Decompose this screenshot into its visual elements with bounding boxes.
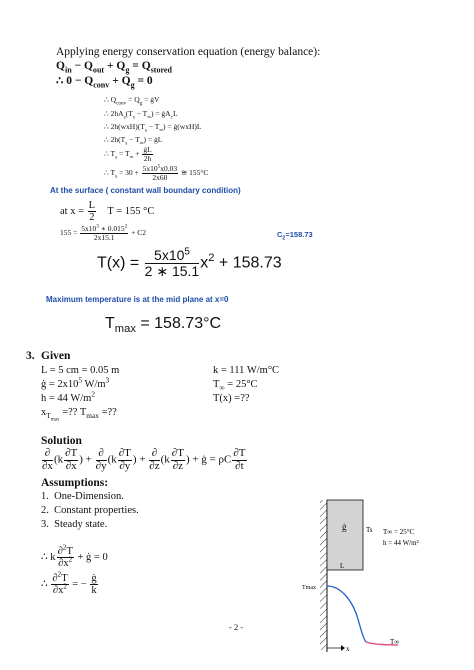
temperature-profile-curve [327, 586, 366, 642]
derivation-line-6: ∴ $T_s = 30$ + $\frac{5x10^5x0.03}{2x60}$ ≅ 155°C [104, 163, 209, 182]
at-x-line: at x = $\frac{L}{2}$ T = 155 °C [60, 200, 155, 224]
page-number: - 2 - [229, 622, 244, 632]
tx-equation: T(x) = $\frac{5x10^5}{2 ∗ 15.1}$ $x^2 + 158.73$ [97, 246, 282, 279]
plate-gdot-label: ġ [342, 522, 347, 532]
surface-note: At the surface ( constant wall boundary condition) [50, 186, 241, 195]
final-eq-2: ∴ $\frac{\partial^2T}{\partial x^2}$ = − $\frac{ġ}{k}$ [41, 569, 97, 597]
given-tx: T(x) =?? [213, 393, 250, 404]
plate-length-label: L [340, 562, 345, 570]
ambient-temp-label: T∞ = 25°C [383, 528, 415, 536]
max-note: Maximum temperature is at the mid plane at x=0 [46, 295, 229, 304]
derivation-line-2: ∴ $2hA_s(T_s - T_\infty)$ = $ġA_cL$ [104, 109, 178, 121]
given-title: Given [41, 350, 71, 362]
ambient-end-label: T∞ [390, 638, 400, 646]
assumption-2: 2. Constant properties. [41, 505, 139, 516]
energy-heading: Applying energy conservation equation (energy balance): [56, 46, 321, 58]
x-axis-arrow-icon [341, 645, 345, 651]
tmax-label: Tmax [302, 585, 316, 591]
insulated-wall-hatch [320, 500, 327, 650]
assumption-1: 1. One-Dimension. [41, 491, 124, 502]
given-length: L = 5 cm = 0.05 m [41, 365, 120, 376]
heated-plate [327, 500, 363, 570]
derivation-line-4: ∴ $2h(T_s - T_\infty)$ = ġL [104, 135, 163, 147]
given-tinf: $T_\infty = 25^\circ C$ [213, 379, 258, 393]
x-axis-label: x [346, 645, 350, 653]
solution-title: Solution [41, 435, 82, 447]
energy-eq-1: $Q_{in} - Q_{out} + Q_g = Q_{stored}$ [56, 60, 172, 75]
heat-equation: $\frac{\partial}{\partial x}$ (k $\frac{\partial T}{\partial x}$ ) + $\frac{\partial}{\partial y}$ (k $\frac{\partial T}{\partial y}$ ) + $\frac{\partial}{\partial z}$ (k $\frac{\partial T}{\partial z}$ ) + ġ = ρC $\frac{\partial T}{\partial t}$ [42, 447, 246, 472]
given-k: k = 111 W/m°C [213, 365, 280, 376]
c2-value: $C_2=158.73$ [277, 230, 313, 242]
derivation-line-1: ∴ $Q_{conv} = Q_g$ = ġV [104, 95, 160, 107]
energy-eq-2: ∴ $0 - Q_{conv} + Q_g = 0$ [56, 75, 153, 90]
given-h: h = 44 $W/m^2$ [41, 389, 96, 404]
final-eq-1: ∴ k $\frac{\partial^2T}{\partial x^2}$ + ġ = 0 [41, 542, 108, 570]
surface-temp-label: Ts [366, 526, 373, 534]
convection-coefficient-label: h = 44 W/m² [383, 539, 419, 547]
wall-figure [300, 494, 472, 660]
given-gdot: ġ = $2x10^5$ $W/m^3$ [41, 375, 110, 390]
derivation-line-3: ∴ $2h(wxH)(T_s - T_\infty)$ = ġ(wxH)L [104, 122, 202, 134]
tmax-equation: $T_{max} = 158.73^\circ C$ [105, 315, 222, 336]
assumption-3: 3. Steady state. [41, 519, 108, 530]
c2-equation: 155 = $\frac{5x10^3 ∗ 0.015^2}{2x15.1}$ + C2 [60, 223, 146, 242]
given-unknowns: $x_{T_{max}}$ =?? $T_{max}$ =?? [41, 407, 117, 423]
derivation-line-5: ∴ $T_s = T_\infty$ + $\frac{ġL}{2h}$ [104, 145, 152, 163]
given-number: 3. [26, 350, 35, 362]
assumptions-title: Assumptions: [41, 477, 109, 489]
